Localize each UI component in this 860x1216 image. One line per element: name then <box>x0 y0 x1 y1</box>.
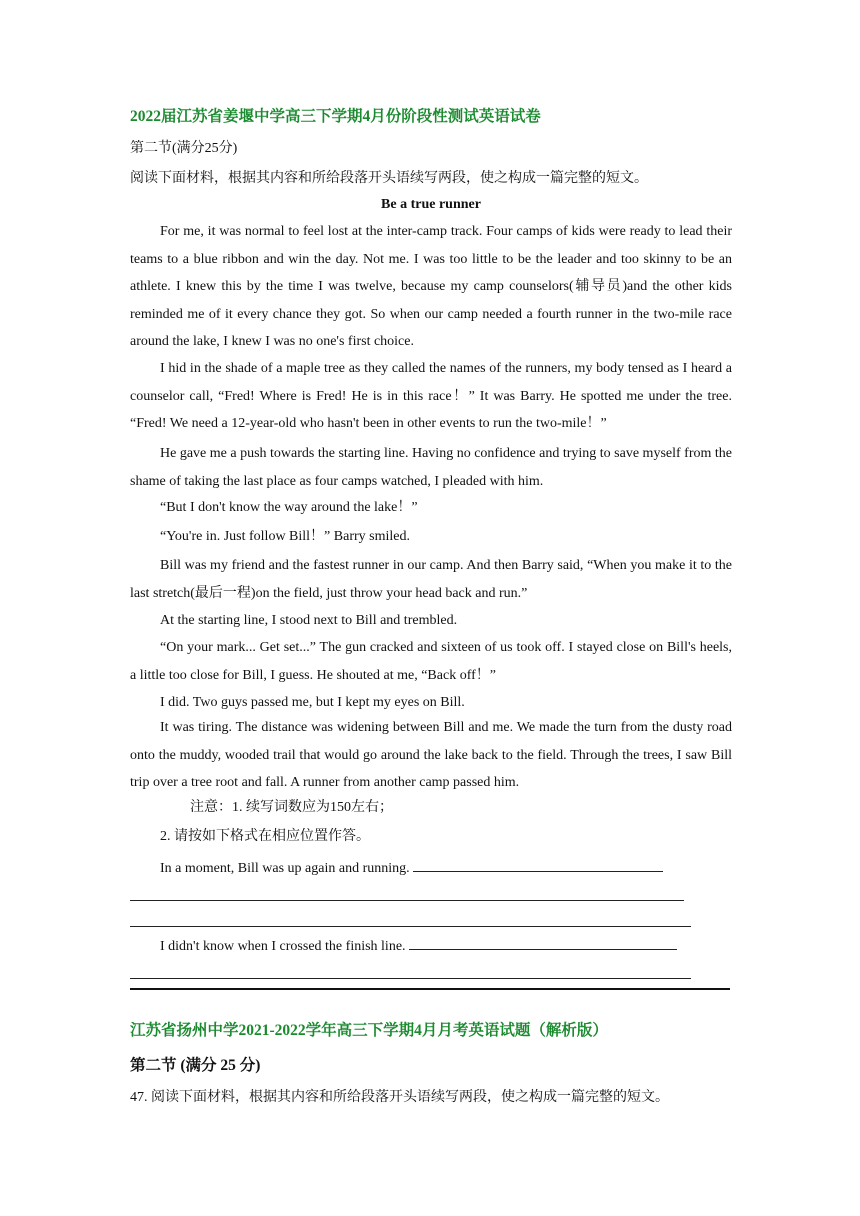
note-word-count: 注意：1. 续写词数应为150左右； <box>190 800 393 815</box>
story-paragraph: I did. Two guys passed me, but I kept my eyes on Bill. <box>160 695 465 710</box>
story-paragraph: Bill was my friend and the fastest runner in our camp. And then Barry said, “When you make it to the last stretch(最后一程)on the field, just throw your head back and run.” <box>130 558 732 601</box>
second-section-heading: 第二节 (满分 25 分) <box>130 1057 261 1074</box>
story-paragraph: “On your mark... Get set...” The gun cracked and sixteen of us took off. I stayed close on Bill's heels, a little too close for Bill, I guess. He shouted at me, “Back off！” <box>130 640 732 683</box>
answer-blank[interactable] <box>409 935 677 950</box>
answer-line[interactable] <box>130 900 684 901</box>
section-heading: 第二节(满分25分) <box>130 141 238 156</box>
story-paragraph: For me, it was normal to feel lost at the inter-camp track. Four camps of kids were ready to lead their teams to a blue ribbon and win the day. Not me. I was too little to be the leader and too skinny to be an athlete. I knew this by the time I was twelve, because my camp counselors(辅导员)and the other kids reminded me of it every chance they got. So when our camp needed a fourth runner in the two-mile race around the lake, I knew I was no one's first choice. <box>130 224 732 349</box>
answer-line[interactable] <box>130 978 691 979</box>
story-paragraph: “But I don't know the way around the lake！” <box>160 500 418 515</box>
story-paragraph: “You're in. Just follow Bill！” Barry smiled. <box>160 529 410 544</box>
story-paragraph: It was tiring. The distance was widening between Bill and me. We made the turn from the dusty road onto the muddy, wooded trail that would go around the lake back to the field. Through the trees, I saw Bill trip over a tree root and fall. A runner from another camp passed him. <box>130 720 732 790</box>
continuation-prompt-2 <box>160 935 677 957</box>
prompt-text: In a moment, Bill was up again and running. <box>160 861 410 876</box>
second-exam-title: 江苏省扬州中学2021-2022学年高三下学期4月月考英语试题（解析版） <box>130 1022 608 1039</box>
instruction-text: 阅读下面材料，根据其内容和所给段落开头语续写两段，使之构成一篇完整的短文。 <box>130 171 648 186</box>
note-format: 2. 请按如下格式在相应位置作答。 <box>160 829 370 844</box>
story-paragraph: He gave me a push towards the starting line. Having no confidence and trying to save myself from the shame of taking the last place as four camps watched, I pleaded with him. <box>130 446 732 489</box>
answer-line[interactable] <box>130 926 691 927</box>
answer-blank[interactable] <box>413 857 663 872</box>
prompt-text: I didn't know when I crossed the finish line. <box>160 939 406 954</box>
story-paragraph: I hid in the shade of a maple tree as they called the names of the runners, my body tensed as I heard a counselor call, “Fred! Where is Fred! He is in this race！” It was Barry. He spotted me under the tree. “Fred! We need a 12-year-old who hasn't been in other events to run the two-mile！” <box>130 361 732 431</box>
story-paragraph: At the starting line, I stood next to Bill and trembled. <box>160 613 458 628</box>
section-divider <box>130 988 730 990</box>
second-question-text: 47. 阅读下面材料，根据其内容和所给段落开头语续写两段，使之构成一篇完整的短文。 <box>130 1090 669 1105</box>
story-title: Be a true runner <box>381 197 481 212</box>
exam-title: 2022届江苏省姜堰中学高三下学期4月份阶段性测试英语试卷 <box>130 108 541 125</box>
continuation-prompt-1 <box>160 857 663 879</box>
